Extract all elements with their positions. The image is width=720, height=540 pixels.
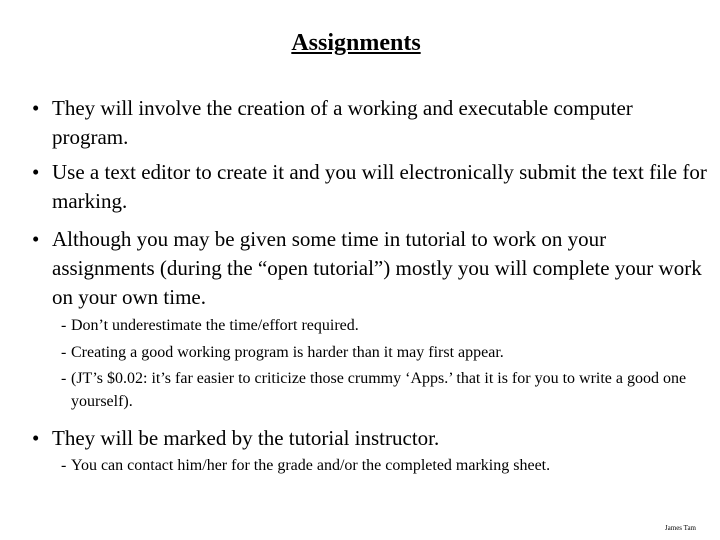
sub-bullet-item bbox=[61, 314, 701, 337]
bullet-item bbox=[32, 225, 712, 312]
bullet-marker: • bbox=[32, 160, 40, 184]
sub-bullet-item bbox=[61, 341, 701, 364]
sub-bullet-text: You can contact him/her for the grade and/or the completed marking sheet. bbox=[71, 457, 551, 474]
bullet-text: Although you may be given some time in tutorial to work on your assignments (during the “open tutorial”) mostly you will complete your work on your own time. bbox=[52, 227, 702, 309]
sub-bullet-item bbox=[61, 367, 701, 413]
sub-bullet-marker: - bbox=[61, 457, 67, 474]
sub-bullet-marker: - bbox=[61, 317, 67, 334]
sub-bullet-item bbox=[61, 454, 701, 477]
bullet-marker: • bbox=[32, 96, 40, 120]
bullet-item bbox=[32, 94, 712, 152]
bullet-text: They will involve the creation of a working and executable computer program. bbox=[52, 96, 633, 149]
author-footer: James Tam bbox=[664, 524, 696, 532]
sub-bullet-marker: - bbox=[61, 344, 67, 361]
sub-bullet-text: Don’t underestimate the time/effort required. bbox=[71, 317, 359, 334]
bullet-marker: • bbox=[32, 227, 40, 251]
sub-bullet-marker: - bbox=[61, 370, 67, 387]
bullet-item bbox=[32, 158, 712, 216]
bullet-text: They will be marked by the tutorial instructor. bbox=[52, 426, 440, 450]
sub-bullet-text: Creating a good working program is harder than it may first appear. bbox=[71, 344, 504, 361]
sub-bullet-text: (JT’s $0.02: it’s far easier to criticize those crummy ‘Apps.’ that it is for you to write a good one yourself). bbox=[71, 370, 687, 410]
bullet-marker: • bbox=[32, 426, 40, 450]
slide-title: Assignments bbox=[291, 30, 421, 56]
bullet-item bbox=[32, 424, 712, 453]
bullet-text: Use a text editor to create it and you will electronically submit the text file for marking. bbox=[52, 160, 707, 213]
